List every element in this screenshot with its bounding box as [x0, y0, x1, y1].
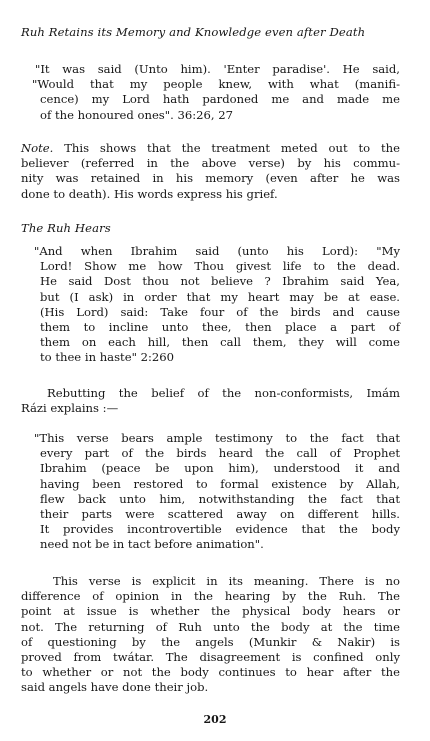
conclusion-line: to whether or not the body continues to hear after the — [21, 665, 400, 680]
conclusion-line: This verse is explicit in its meaning. There is no — [53, 574, 400, 588]
razi-intro-paragraph — [21, 386, 400, 416]
section-heading-text: The Ruh Hears — [21, 221, 111, 235]
quote-line: of the honoured ones". 36:26, 27 — [40, 107, 233, 122]
section-heading-ruh-memory — [21, 25, 406, 40]
quote-line: It provides incontrovertible evidence that the body — [40, 522, 400, 537]
note-label: Note. — [21, 141, 54, 155]
quote-line: "This verse bears ample testimony to the fact that — [34, 431, 400, 445]
quote-surah-yasin — [32, 62, 400, 123]
section-heading-ruh-hears — [21, 221, 221, 236]
intro-line: Rebutting the belief of the non-conformists, Imám — [47, 386, 400, 400]
conclusion-line: of questioning by the angels (Munkir & Nakir) is — [21, 634, 400, 649]
note-line: done to death). His words express his grief. — [21, 186, 278, 201]
quote-line: need not be in tact before animation". — [40, 537, 264, 552]
intro-line: Rázi explains :— — [21, 401, 119, 416]
conclusion-line: point at issue is whether the physical body hears or — [21, 604, 400, 619]
note-line: believer (referred in the above verse) by his commu- — [21, 156, 400, 171]
conclusion-line: proved from twátar. The disagreement is confined only — [21, 650, 400, 665]
quote-line: having been restored to formal existence by Allah, — [40, 476, 400, 491]
section-heading-text: Ruh Retains its Memory and Knowledge even after Death — [21, 25, 366, 39]
quote-line: their parts were scattered away on different hills. — [40, 507, 400, 522]
quote-line: (His Lord) said: Take four of the birds and cause — [40, 304, 400, 319]
conclusion-line: said angels have done their job. — [21, 680, 209, 695]
quote-line: "And when Ibrahim said (unto his Lord): "My — [34, 244, 400, 258]
page-number: 202 — [203, 713, 227, 726]
quote-line: He said Dost thou not believe ? Ibrahim said Yea, — [40, 274, 400, 289]
note-line: nity was retained in his memory (even after he was — [21, 171, 400, 186]
quote-ibrahim — [34, 244, 400, 366]
conclusion-line: difference of opinion in the hearing by the Ruh. The — [21, 589, 400, 604]
quote-line: flew back unto him, notwithstanding the fact that — [40, 491, 400, 506]
conclusion-line: not. The returning of Ruh unto the body at the time — [21, 619, 400, 634]
quote-line: them on each hill, then call them, they will come — [40, 335, 400, 350]
quote-line: "Would that my people knew, with what (manifi- — [32, 77, 400, 92]
quote-line: Lord! Show me how Thou givest life to the dead. — [40, 259, 400, 274]
quote-line: "It was said (Unto him). 'Enter paradise'. He said, — [35, 62, 400, 76]
quote-razi — [34, 431, 400, 553]
quote-line: Ibrahim (peace be upon him), understood it and — [40, 461, 400, 476]
note-line — [21, 141, 400, 156]
quote-line: to thee in haste" 2:260 — [40, 350, 174, 365]
quote-line: every part of the birds heard the call of Prophet — [40, 446, 400, 461]
quote-line: them to incline unto thee, then place a part of — [40, 320, 400, 335]
note-paragraph — [21, 141, 400, 202]
quote-line: cence) my Lord hath pardoned me and made me — [40, 92, 400, 107]
conclusion-paragraph — [21, 574, 400, 696]
note-text: This shows that the treatment meted out to the — [53, 141, 400, 155]
quote-line: but (I ask) in order that my heart may be at ease. — [40, 289, 400, 304]
